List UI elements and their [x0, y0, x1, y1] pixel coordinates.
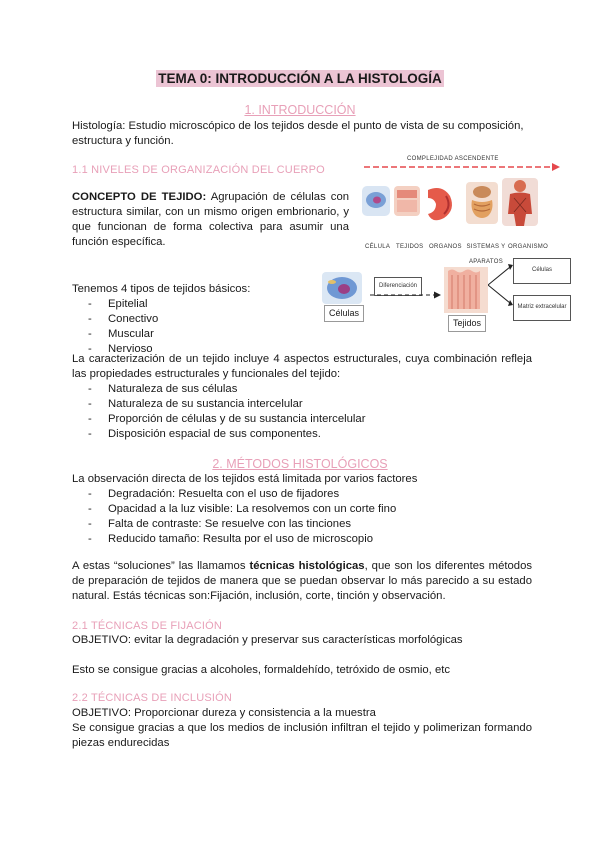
cell-thumbnail	[362, 186, 390, 216]
matrix-box: Matriz extracelular	[513, 295, 571, 321]
concepto-tejido-paragraph	[72, 190, 349, 250]
organization-levels-figure	[362, 150, 562, 265]
organ-thumbnail	[428, 188, 452, 220]
level-label-organismo: ORGANISMO	[508, 244, 549, 250]
tecnicas-paragraph	[72, 559, 532, 604]
differentiation-label: Diferenciación	[374, 277, 422, 296]
list-item: - Nervioso	[88, 342, 158, 357]
metodos-intro: La observación directa de los tejidos está limitada por varios factores	[72, 473, 418, 485]
limitations-list	[88, 487, 396, 547]
characterization-list	[88, 382, 365, 442]
tecnicas-bold: técnicas histológicas	[249, 560, 365, 572]
concepto-tejido-text: Agrupación de células con estructura similar, con un mismo origen embrionario, y que funcionan de forma colectiva para asumir una función específica.	[72, 191, 350, 248]
characterization-paragraph: La caracterización de un tejido incluye 4 aspectos estructurales, cuya combinación refleja las propiedades estructurales y funcionales del tejido:	[72, 353, 532, 380]
inclusion-objective: OBJETIVO: Proporcionar dureza y consistencia a la muestra	[72, 707, 376, 719]
tissue-types-intro: Tenemos 4 tipos de tejidos básicos:	[72, 283, 251, 295]
list-item: - Degradación: Resuelta con el uso de fijadores	[88, 487, 396, 502]
section-heading-metodos: 2. MÉTODOS HISTOLÓGICOS	[212, 457, 388, 471]
section-heading-fijacion: 2.1 TÉCNICAS DE FIJACIÓN	[72, 620, 223, 632]
complexity-arrow	[362, 162, 562, 172]
level-label-celula: CÉLULA	[365, 244, 391, 250]
section-heading-inclusion: 2.2 TÉCNICAS DE INCLUSIÓN	[72, 692, 233, 704]
fijacion-objective: OBJETIVO: evitar la degradación y preservar sus características morfológicas	[72, 634, 463, 646]
level-label-organos: ORGANOS	[429, 244, 462, 250]
tissue-thumbnail	[394, 186, 420, 216]
level-label-tejidos: TEJIDOS	[396, 244, 424, 250]
tecnicas-text-after: , que son los diferentes métodos de preparación de tejidos de manera que se puedan observar lo más parecido a su estado natural. Estás técnicas son:Fijación, inclusión, corte, tinción y observación.	[72, 560, 532, 602]
cells-label: Células	[324, 305, 364, 322]
tissues-label: Tejidos	[448, 315, 486, 332]
list-item: - Falta de contraste: Se resuelve con las tinciones	[88, 517, 396, 532]
complexity-arrow-label: COMPLEJIDAD ASCENDENTE	[407, 156, 499, 162]
inclusion-text: Se consigue gracias a que los medios de inclusión infiltran el tejido y polimerizan formando piezas endurecidas	[72, 722, 532, 749]
list-item: - Naturaleza de su sustancia intercelular	[88, 397, 365, 412]
histologia-definition: Histología: Estudio microscópico de los tejidos desde el punto de vista de su composición, estructura y función.	[72, 120, 524, 147]
list-item: - Conectivo	[88, 312, 158, 327]
list-item: - Muscular	[88, 327, 158, 342]
system-thumbnail	[466, 182, 498, 224]
list-item: - Reducido tamaño: Resulta por el uso de microscopio	[88, 532, 396, 547]
list-item: - Disposición espacial de sus componentes.	[88, 427, 365, 442]
list-item: - Proporción de células y de su sustancia intercelular	[88, 412, 365, 427]
tissue-types-list	[88, 297, 158, 357]
concepto-tejido-label: CONCEPTO DE TEJIDO:	[72, 191, 207, 203]
organism-thumbnail	[502, 178, 538, 226]
page-title-text: TEMA 0: INTRODUCCIÓN A LA HISTOLOGÍA	[158, 71, 442, 86]
tecnicas-text-before: A estas “soluciones” las llamamos	[72, 560, 250, 572]
cells-box: Células	[513, 258, 571, 284]
list-item: - Epitelial	[88, 297, 158, 312]
list-item: - Naturaleza de sus células	[88, 382, 365, 397]
list-item: - Opacidad a la luz visible: La resolvemos con un corte fino	[88, 502, 396, 517]
organization-thumbnails	[362, 178, 562, 228]
page-title	[0, 71, 600, 86]
section-heading-niveles: 1.1 NIVELES DE ORGANIZACIÓN DEL CUERPO	[72, 164, 325, 176]
section-heading-introduccion: 1. INTRODUCCIÓN	[244, 103, 356, 117]
fijacion-text: Esto se consigue gracias a alcoholes, formaldehído, tetróxido de osmio, etc	[72, 664, 451, 676]
level-label-sistemas: SISTEMAS Y APARATOS	[466, 244, 506, 265]
